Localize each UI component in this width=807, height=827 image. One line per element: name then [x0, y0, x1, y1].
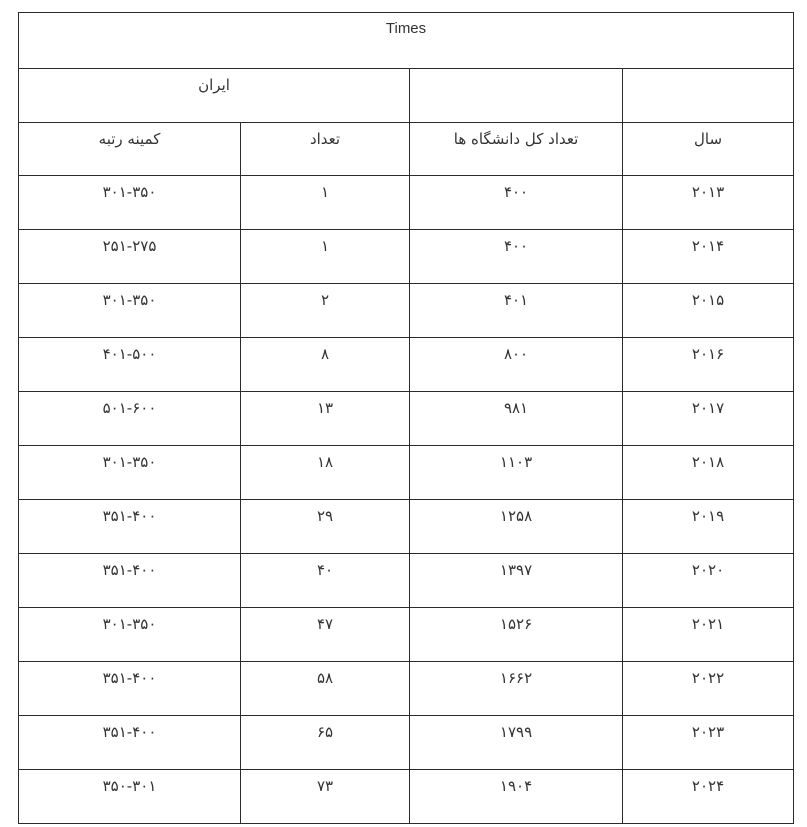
cell-year: ۲۰۲۴: [623, 770, 794, 824]
cell-year: ۲۰۱۹: [623, 500, 794, 554]
table-row: [19, 770, 794, 824]
cell-count: ۷۳: [241, 770, 410, 824]
cell-year: ۲۰۱۷: [623, 392, 794, 446]
cell-min-rank: ۳۰۱-۳۵۰: [19, 176, 241, 230]
table-row: [19, 500, 794, 554]
table-row: [19, 338, 794, 392]
table-row: [19, 554, 794, 608]
group-label-iran: ایران: [19, 69, 410, 123]
cell-min-rank: ۲۵۱-۲۷۵: [19, 230, 241, 284]
cell-total-universities: ۱۱۰۳: [410, 446, 623, 500]
header-min-rank: کمینه رتبه: [19, 123, 241, 176]
cell-year: ۲۰۱۶: [623, 338, 794, 392]
cell-total-universities: ۴۰۰: [410, 176, 623, 230]
cell-total-universities: ۴۰۱: [410, 284, 623, 338]
cell-count: ۱: [241, 230, 410, 284]
table-row: [19, 608, 794, 662]
cell-year: ۲۰۲۱: [623, 608, 794, 662]
cell-year: ۲۰۲۲: [623, 662, 794, 716]
cell-count: ۱۳: [241, 392, 410, 446]
cell-count: ۲: [241, 284, 410, 338]
cell-total-universities: ۸۰۰: [410, 338, 623, 392]
table-row: [19, 662, 794, 716]
cell-min-rank: ۳۰۱-۳۵۰: [19, 608, 241, 662]
header-row: [19, 123, 794, 176]
cell-min-rank: ۳۵۱-۴۰۰: [19, 662, 241, 716]
cell-total-universities: ۱۹۰۴: [410, 770, 623, 824]
cell-year: ۲۰۲۰: [623, 554, 794, 608]
group-empty-cell-total: [410, 69, 623, 123]
rankings-table: [18, 12, 794, 824]
cell-min-rank: ۳۵۰-۳۰۱: [19, 770, 241, 824]
cell-year: ۲۰۱۸: [623, 446, 794, 500]
table-title: Times: [19, 13, 794, 69]
cell-count: ۴۰: [241, 554, 410, 608]
cell-count: ۸: [241, 338, 410, 392]
title-row: [19, 13, 794, 69]
cell-min-rank: ۵۰۱-۶۰۰: [19, 392, 241, 446]
cell-total-universities: ۱۵۲۶: [410, 608, 623, 662]
header-year: سال: [623, 123, 794, 176]
group-empty-cell-year: [623, 69, 794, 123]
cell-year: ۲۰۱۳: [623, 176, 794, 230]
table-row: [19, 284, 794, 338]
cell-year: ۲۰۱۴: [623, 230, 794, 284]
cell-min-rank: ۳۵۱-۴۰۰: [19, 554, 241, 608]
cell-year: ۲۰۱۵: [623, 284, 794, 338]
cell-min-rank: ۳۵۱-۴۰۰: [19, 500, 241, 554]
cell-count: ۱۸: [241, 446, 410, 500]
table-row: [19, 230, 794, 284]
cell-count: ۶۵: [241, 716, 410, 770]
cell-year: ۲۰۲۳: [623, 716, 794, 770]
table-row: [19, 176, 794, 230]
header-count: تعداد: [241, 123, 410, 176]
cell-total-universities: ۱۷۹۹: [410, 716, 623, 770]
cell-count: ۴۷: [241, 608, 410, 662]
cell-count: ۵۸: [241, 662, 410, 716]
table-row: [19, 392, 794, 446]
cell-min-rank: ۳۰۱-۳۵۰: [19, 446, 241, 500]
cell-total-universities: ۱۲۵۸: [410, 500, 623, 554]
cell-total-universities: ۱۳۹۷: [410, 554, 623, 608]
table-row: [19, 446, 794, 500]
cell-total-universities: ۴۰۰: [410, 230, 623, 284]
cell-count: ۱: [241, 176, 410, 230]
cell-count: ۲۹: [241, 500, 410, 554]
cell-min-rank: ۳۰۱-۳۵۰: [19, 284, 241, 338]
header-total-universities: تعداد کل دانشگاه ها: [410, 123, 623, 176]
cell-min-rank: ۴۰۱-۵۰۰: [19, 338, 241, 392]
table-row: [19, 716, 794, 770]
cell-total-universities: ۱۶۶۲: [410, 662, 623, 716]
cell-min-rank: ۳۵۱-۴۰۰: [19, 716, 241, 770]
group-row: [19, 69, 794, 123]
cell-total-universities: ۹۸۱: [410, 392, 623, 446]
